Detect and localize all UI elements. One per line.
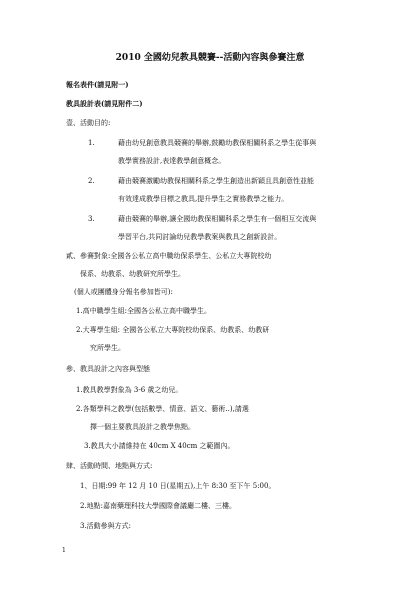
document-title: 2010 全國幼兒教具競賽--活動內容與參賽注意 [115,53,305,63]
section-1-item-3-line-1: 藉由競賽的舉辦,讓全國幼教保相關科系之學生有一個相互交流與 [118,215,317,223]
section-2-group-2-line-2: 究所學生。 [90,344,125,352]
registration-form-note: 報名表件(請見附一) [66,80,129,89]
section-1-heading: 壹、活動目的: [66,119,111,127]
section-2-group-1: 1.高中職學生組:全國各公私立高中職學生。 [76,307,212,315]
section-1-item-3-number: 3. [88,215,95,223]
page-number: 1 [62,547,66,554]
section-2-group-2-line-1: 2.大專學生組: 全國各公私立大專院校幼保系、幼教系、幼教研 [76,326,270,334]
section-1-item-2-number: 2. [88,177,95,185]
section-2-note: (個人或團體身分報名參加皆可): [74,288,173,296]
section-1-item-1-line-1: 藉由幼兒創意教具競賽的舉辦,鼓勵幼教保相關科系之學生從事與 [118,139,317,147]
section-1-item-3-line-2: 學習平台,共同討論幼兒教學教案與教具之創新設計。 [118,233,282,241]
section-3-item-2-line-1: 2.各類學科之教學(包括數學、情意、語文、藝術..),請選 [76,405,249,413]
section-2-continuation: 保系、幼教系、幼教研究所學生。 [80,270,185,278]
section-3-heading: 參、教具設計之內容與型態 [66,365,150,373]
section-1-item-1-number: 1. [88,139,95,147]
section-4-item-3: 3.活動參與方式: [80,522,132,530]
section-2-heading: 貳、參賽對象:全國各公私立高中職幼保系學生、公私立大專院校幼 [66,252,272,260]
section-4-heading: 肆、活動時間、地點與方式: [66,462,153,470]
section-3-item-1: 1.教具教學對象為 3-6 歲之幼兒。 [76,386,183,394]
section-1-item-2-line-1: 藉由競賽激勵幼教保相關科系之學生創造出新穎且具創意性並能 [118,177,314,185]
section-4-item-2: 2.地點:嘉南藥理科技大學國際會議廳二樓、三樓。 [80,502,237,510]
section-1-item-2-line-2: 有效達成教學目標之教具,提升學生之實務教學之能力。 [118,195,289,203]
section-1-item-1-line-2: 教學實務設計,表達教學創意概念。 [118,157,226,165]
design-form-note: 教具設計表(請見附件二) [66,99,143,108]
section-3-item-2-line-2: 擇一個主要教具設計之教學焦點。 [90,423,195,431]
section-3-item-3: 3.教具大小請維持在 40cm X 40cm 之範圍內。 [84,442,235,450]
section-4-item-1: 1、日期:99 年 12 月 10 日(星期五),上午 8:30 至下午 5:00。 [80,482,276,490]
